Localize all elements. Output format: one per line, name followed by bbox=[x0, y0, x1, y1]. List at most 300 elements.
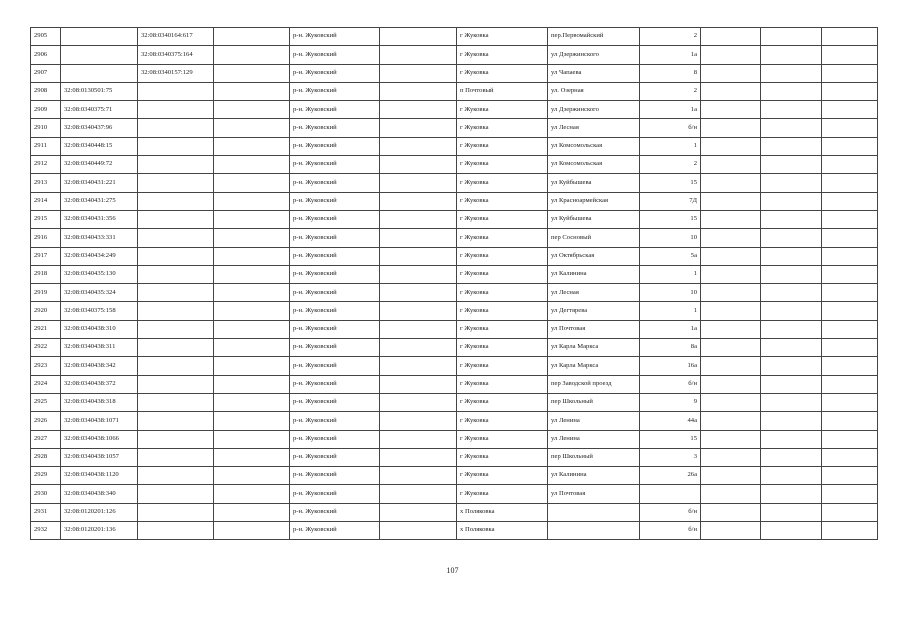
cell-district: р-н. Жуковский bbox=[290, 284, 380, 302]
cell-row-number: 2918 bbox=[31, 265, 61, 283]
cell-empty-col bbox=[380, 320, 457, 338]
cell-row-number: 2928 bbox=[31, 448, 61, 466]
table-row bbox=[31, 46, 878, 64]
cell-row-number: 2908 bbox=[31, 82, 61, 100]
cell-row-number: 2922 bbox=[31, 339, 61, 357]
cell-street: ул Комсомольская bbox=[548, 137, 640, 155]
cell-cadastral-number-alt bbox=[138, 375, 214, 393]
table-row bbox=[31, 137, 878, 155]
cell-cadastral-number-primary: 32:08:0340448:15 bbox=[61, 137, 138, 155]
cell-locality: г Жуковка bbox=[457, 412, 548, 430]
page-number: 107 bbox=[446, 566, 459, 575]
cell-empty-col bbox=[380, 339, 457, 357]
cell-empty-col bbox=[214, 375, 290, 393]
cell-empty-col bbox=[701, 28, 761, 46]
cell-cadastral-number-alt bbox=[138, 339, 214, 357]
cell-empty-col bbox=[822, 284, 878, 302]
cell-empty-col bbox=[701, 375, 761, 393]
cell-cadastral-number-alt bbox=[138, 302, 214, 320]
cell-empty-col bbox=[214, 284, 290, 302]
cell-district: р-н. Жуковский bbox=[290, 302, 380, 320]
table-row bbox=[31, 210, 878, 228]
cell-empty-col bbox=[214, 302, 290, 320]
cell-row-number: 2930 bbox=[31, 485, 61, 503]
cell-street: ул Октябрьская bbox=[548, 247, 640, 265]
cell-empty-col bbox=[380, 119, 457, 137]
cell-locality: г Жуковка bbox=[457, 284, 548, 302]
cell-district: р-н. Жуковский bbox=[290, 229, 380, 247]
cell-district: р-н. Жуковский bbox=[290, 46, 380, 64]
cell-house-number: б/н bbox=[640, 503, 701, 521]
cell-empty-col bbox=[214, 430, 290, 448]
cell-empty-col bbox=[701, 302, 761, 320]
cell-row-number: 2907 bbox=[31, 64, 61, 82]
cell-empty-col bbox=[761, 412, 822, 430]
cell-house-number: б/н bbox=[640, 522, 701, 540]
cell-empty-col bbox=[761, 247, 822, 265]
cell-empty-col bbox=[822, 28, 878, 46]
cell-house-number: 15 bbox=[640, 430, 701, 448]
cell-empty-col bbox=[822, 137, 878, 155]
cell-locality: г Жуковка bbox=[457, 357, 548, 375]
cell-empty-col bbox=[761, 503, 822, 521]
cell-cadastral-number-primary: 32:08:0340431:221 bbox=[61, 174, 138, 192]
cell-locality: г Жуковка bbox=[457, 467, 548, 485]
cell-empty-col bbox=[214, 82, 290, 100]
cell-street bbox=[548, 522, 640, 540]
cell-street: ул Дегтярева bbox=[548, 302, 640, 320]
cell-empty-col bbox=[380, 137, 457, 155]
cell-locality: г Жуковка bbox=[457, 229, 548, 247]
cell-district: р-н. Жуковский bbox=[290, 28, 380, 46]
cell-empty-col bbox=[380, 430, 457, 448]
cell-street: ул Почтовая bbox=[548, 320, 640, 338]
cell-cadastral-number-alt bbox=[138, 412, 214, 430]
cell-cadastral-number-alt bbox=[138, 467, 214, 485]
cell-street: ул Почтовая bbox=[548, 485, 640, 503]
cell-cadastral-number-primary: 32:08:0120201:136 bbox=[61, 522, 138, 540]
cell-cadastral-number-primary: 32:08:0130501:75 bbox=[61, 82, 138, 100]
table-row bbox=[31, 320, 878, 338]
cell-street: пер Сосновый bbox=[548, 229, 640, 247]
cell-cadastral-number-primary: 32:08:0340434:249 bbox=[61, 247, 138, 265]
cell-empty-col bbox=[761, 430, 822, 448]
cell-empty-col bbox=[380, 485, 457, 503]
table-row bbox=[31, 284, 878, 302]
cell-cadastral-number-alt: 32:08:0340157:129 bbox=[138, 64, 214, 82]
cell-empty-col bbox=[822, 265, 878, 283]
cell-empty-col bbox=[214, 412, 290, 430]
cell-empty-col bbox=[761, 320, 822, 338]
cell-empty-col bbox=[214, 485, 290, 503]
cell-street: ул Дзержинского bbox=[548, 101, 640, 119]
cell-row-number: 2932 bbox=[31, 522, 61, 540]
cell-row-number: 2910 bbox=[31, 119, 61, 137]
cell-empty-col bbox=[761, 156, 822, 174]
cell-cadastral-number-alt bbox=[138, 448, 214, 466]
cell-empty-col bbox=[761, 229, 822, 247]
cell-empty-col bbox=[761, 82, 822, 100]
cell-district: р-н. Жуковский bbox=[290, 485, 380, 503]
cell-cadastral-number-primary bbox=[61, 28, 138, 46]
cell-house-number: 1а bbox=[640, 46, 701, 64]
cell-empty-col bbox=[822, 320, 878, 338]
cell-district: р-н. Жуковский bbox=[290, 375, 380, 393]
cell-empty-col bbox=[701, 467, 761, 485]
cell-row-number: 2909 bbox=[31, 101, 61, 119]
cell-street: пер Заводской проезд bbox=[548, 375, 640, 393]
cell-row-number: 2906 bbox=[31, 46, 61, 64]
cell-empty-col bbox=[380, 247, 457, 265]
cell-cadastral-number-alt bbox=[138, 485, 214, 503]
table-row bbox=[31, 229, 878, 247]
cell-street: ул. Озерная bbox=[548, 82, 640, 100]
cell-cadastral-number-alt bbox=[138, 284, 214, 302]
cell-district: р-н. Жуковский bbox=[290, 247, 380, 265]
cell-empty-col bbox=[822, 393, 878, 411]
cell-empty-col bbox=[761, 137, 822, 155]
cell-empty-col bbox=[214, 320, 290, 338]
cell-cadastral-number-primary bbox=[61, 46, 138, 64]
cell-empty-col bbox=[701, 174, 761, 192]
cell-cadastral-number-alt bbox=[138, 522, 214, 540]
cell-empty-col bbox=[701, 247, 761, 265]
cell-street bbox=[548, 503, 640, 521]
cell-empty-col bbox=[701, 265, 761, 283]
cell-empty-col bbox=[761, 522, 822, 540]
cell-empty-col bbox=[761, 265, 822, 283]
cell-cadastral-number-primary bbox=[61, 64, 138, 82]
cell-empty-col bbox=[761, 119, 822, 137]
cell-empty-col bbox=[822, 448, 878, 466]
cell-locality: г Жуковка bbox=[457, 393, 548, 411]
table-row bbox=[31, 101, 878, 119]
cell-cadastral-number-alt bbox=[138, 192, 214, 210]
table-row bbox=[31, 265, 878, 283]
cell-district: р-н. Жуковский bbox=[290, 265, 380, 283]
cell-cadastral-number-alt: 32:08:0340375:164 bbox=[138, 46, 214, 64]
cell-empty-col bbox=[214, 522, 290, 540]
table-row bbox=[31, 119, 878, 137]
cell-empty-col bbox=[761, 101, 822, 119]
cell-row-number: 2919 bbox=[31, 284, 61, 302]
cell-cadastral-number-primary: 32:08:0340433:331 bbox=[61, 229, 138, 247]
cell-empty-col bbox=[701, 101, 761, 119]
cell-street: ул Ленина bbox=[548, 430, 640, 448]
cell-empty-col bbox=[701, 192, 761, 210]
cell-house-number: 16а bbox=[640, 357, 701, 375]
cell-empty-col bbox=[214, 192, 290, 210]
cell-row-number: 2927 bbox=[31, 430, 61, 448]
cell-cadastral-number-alt bbox=[138, 229, 214, 247]
cell-locality: г Жуковка bbox=[457, 320, 548, 338]
cell-empty-col bbox=[701, 522, 761, 540]
cell-empty-col bbox=[761, 339, 822, 357]
cell-house-number: 44а bbox=[640, 412, 701, 430]
cell-cadastral-number-alt bbox=[138, 82, 214, 100]
cell-row-number: 2912 bbox=[31, 156, 61, 174]
cell-cadastral-number-primary: 32:08:0340437:96 bbox=[61, 119, 138, 137]
cell-locality: г Жуковка bbox=[457, 247, 548, 265]
cell-empty-col bbox=[701, 64, 761, 82]
cell-empty-col bbox=[380, 522, 457, 540]
cell-empty-col bbox=[822, 101, 878, 119]
registry-table bbox=[30, 27, 878, 540]
cell-locality: г Жуковка bbox=[457, 339, 548, 357]
cell-cadastral-number-primary: 32:08:0340438:310 bbox=[61, 320, 138, 338]
cell-cadastral-number-alt: 32:08:0340164:617 bbox=[138, 28, 214, 46]
cell-house-number: 2 bbox=[640, 28, 701, 46]
cell-empty-col bbox=[380, 156, 457, 174]
cell-empty-col bbox=[761, 375, 822, 393]
cell-empty-col bbox=[380, 448, 457, 466]
cell-empty-col bbox=[214, 448, 290, 466]
cell-row-number: 2914 bbox=[31, 192, 61, 210]
cell-district: р-н. Жуковский bbox=[290, 192, 380, 210]
cell-row-number: 2931 bbox=[31, 503, 61, 521]
table-row bbox=[31, 467, 878, 485]
cell-empty-col bbox=[214, 357, 290, 375]
cell-cadastral-number-alt bbox=[138, 156, 214, 174]
cell-row-number: 2925 bbox=[31, 393, 61, 411]
cell-empty-col bbox=[761, 174, 822, 192]
cell-row-number: 2921 bbox=[31, 320, 61, 338]
cell-empty-col bbox=[380, 46, 457, 64]
cell-house-number: 2 bbox=[640, 156, 701, 174]
cell-house-number: 15 bbox=[640, 210, 701, 228]
cell-empty-col bbox=[701, 119, 761, 137]
cell-empty-col bbox=[761, 357, 822, 375]
cell-house-number: 15 bbox=[640, 174, 701, 192]
cell-cadastral-number-primary: 32:08:0340438:311 bbox=[61, 339, 138, 357]
cell-district: р-н. Жуковский bbox=[290, 357, 380, 375]
cell-cadastral-number-primary: 32:08:0340431:275 bbox=[61, 192, 138, 210]
cell-empty-col bbox=[380, 503, 457, 521]
cell-empty-col bbox=[701, 82, 761, 100]
cell-empty-col bbox=[761, 284, 822, 302]
cell-empty-col bbox=[761, 210, 822, 228]
cell-locality: г Жуковка bbox=[457, 101, 548, 119]
cell-row-number: 2913 bbox=[31, 174, 61, 192]
cell-cadastral-number-primary: 32:08:0340435:130 bbox=[61, 265, 138, 283]
cell-cadastral-number-alt bbox=[138, 357, 214, 375]
cell-cadastral-number-alt bbox=[138, 265, 214, 283]
cell-street: пер Школьный bbox=[548, 393, 640, 411]
cell-empty-col bbox=[701, 339, 761, 357]
cell-empty-col bbox=[380, 192, 457, 210]
table-row bbox=[31, 522, 878, 540]
cell-locality: г Жуковка bbox=[457, 210, 548, 228]
cell-empty-col bbox=[822, 339, 878, 357]
cell-empty-col bbox=[214, 467, 290, 485]
cell-empty-col bbox=[822, 174, 878, 192]
cell-empty-col bbox=[822, 375, 878, 393]
cell-house-number: 1а bbox=[640, 320, 701, 338]
cell-district: р-н. Жуковский bbox=[290, 503, 380, 521]
cell-empty-col bbox=[380, 174, 457, 192]
cell-street: пер Школьный bbox=[548, 448, 640, 466]
cell-locality: х Поляковка bbox=[457, 522, 548, 540]
cell-empty-col bbox=[822, 156, 878, 174]
cell-empty-col bbox=[214, 265, 290, 283]
cell-cadastral-number-alt bbox=[138, 119, 214, 137]
table-row bbox=[31, 247, 878, 265]
cell-cadastral-number-alt bbox=[138, 503, 214, 521]
cell-empty-col bbox=[380, 28, 457, 46]
cell-empty-col bbox=[380, 412, 457, 430]
cell-house-number: б/н bbox=[640, 375, 701, 393]
cell-locality: г Жуковка bbox=[457, 192, 548, 210]
cell-locality: г Жуковка bbox=[457, 119, 548, 137]
cell-street: ул Карла Маркса bbox=[548, 357, 640, 375]
cell-house-number: 26а bbox=[640, 467, 701, 485]
cell-cadastral-number-primary: 32:08:0340438:1066 bbox=[61, 430, 138, 448]
cell-cadastral-number-primary: 32:08:0340435:324 bbox=[61, 284, 138, 302]
cell-empty-col bbox=[701, 485, 761, 503]
cell-empty-col bbox=[822, 64, 878, 82]
cell-street: ул Калинина bbox=[548, 467, 640, 485]
cell-empty-col bbox=[701, 46, 761, 64]
cell-cadastral-number-alt bbox=[138, 174, 214, 192]
cell-empty-col bbox=[822, 119, 878, 137]
cell-empty-col bbox=[214, 64, 290, 82]
cell-cadastral-number-primary: 32:08:0340438:342 bbox=[61, 357, 138, 375]
table-row bbox=[31, 503, 878, 521]
cell-district: р-н. Жуковский bbox=[290, 101, 380, 119]
cell-street: ул Комсомольская bbox=[548, 156, 640, 174]
cell-district: р-н. Жуковский bbox=[290, 174, 380, 192]
cell-locality: п Почтовый bbox=[457, 82, 548, 100]
table-row bbox=[31, 192, 878, 210]
cell-empty-col bbox=[701, 357, 761, 375]
cell-street: ул Чапаева bbox=[548, 64, 640, 82]
cell-street: ул Куйбышева bbox=[548, 174, 640, 192]
cell-district: р-н. Жуковский bbox=[290, 522, 380, 540]
cell-district: р-н. Жуковский bbox=[290, 210, 380, 228]
cell-house-number: 8 bbox=[640, 64, 701, 82]
cell-district: р-н. Жуковский bbox=[290, 137, 380, 155]
cell-empty-col bbox=[214, 503, 290, 521]
cell-empty-col bbox=[380, 467, 457, 485]
cell-cadastral-number-alt bbox=[138, 320, 214, 338]
cell-empty-col bbox=[822, 357, 878, 375]
cell-street: ул Красноармейская bbox=[548, 192, 640, 210]
cell-empty-col bbox=[380, 82, 457, 100]
cell-house-number: 2 bbox=[640, 82, 701, 100]
cell-house-number: 7Д bbox=[640, 192, 701, 210]
cell-empty-col bbox=[214, 339, 290, 357]
cell-empty-col bbox=[214, 28, 290, 46]
cell-locality: х Поляковка bbox=[457, 503, 548, 521]
cell-empty-col bbox=[761, 302, 822, 320]
cell-house-number: 10 bbox=[640, 229, 701, 247]
cell-empty-col bbox=[822, 302, 878, 320]
cell-locality: г Жуковка bbox=[457, 265, 548, 283]
cell-empty-col bbox=[380, 375, 457, 393]
table-row bbox=[31, 302, 878, 320]
cell-empty-col bbox=[761, 393, 822, 411]
cell-empty-col bbox=[380, 64, 457, 82]
table-row bbox=[31, 357, 878, 375]
cell-empty-col bbox=[822, 46, 878, 64]
cell-empty-col bbox=[701, 412, 761, 430]
cell-empty-col bbox=[701, 137, 761, 155]
cell-street: ул Калинина bbox=[548, 265, 640, 283]
cell-empty-col bbox=[822, 503, 878, 521]
cell-empty-col bbox=[822, 430, 878, 448]
cell-locality: г Жуковка bbox=[457, 156, 548, 174]
cell-locality: г Жуковка bbox=[457, 375, 548, 393]
cell-locality: г Жуковка bbox=[457, 430, 548, 448]
cell-cadastral-number-primary: 32:08:0340438:1071 bbox=[61, 412, 138, 430]
cell-empty-col bbox=[822, 412, 878, 430]
cell-empty-col bbox=[822, 229, 878, 247]
cell-empty-col bbox=[761, 46, 822, 64]
cell-row-number: 2926 bbox=[31, 412, 61, 430]
cell-empty-col bbox=[214, 137, 290, 155]
cell-street: ул Лесная bbox=[548, 119, 640, 137]
cell-row-number: 2929 bbox=[31, 467, 61, 485]
cell-empty-col bbox=[380, 210, 457, 228]
cell-empty-col bbox=[822, 247, 878, 265]
cell-empty-col bbox=[761, 28, 822, 46]
cell-district: р-н. Жуковский bbox=[290, 412, 380, 430]
cell-row-number: 2924 bbox=[31, 375, 61, 393]
cell-empty-col bbox=[761, 64, 822, 82]
cell-house-number: 9 bbox=[640, 393, 701, 411]
cell-district: р-н. Жуковский bbox=[290, 339, 380, 357]
cell-row-number: 2915 bbox=[31, 210, 61, 228]
cell-empty-col bbox=[380, 229, 457, 247]
cell-empty-col bbox=[701, 393, 761, 411]
cell-locality: г Жуковка bbox=[457, 64, 548, 82]
table-row bbox=[31, 64, 878, 82]
cell-locality: г Жуковка bbox=[457, 137, 548, 155]
cell-empty-col bbox=[380, 357, 457, 375]
cell-cadastral-number-primary: 32:08:0340438:318 bbox=[61, 393, 138, 411]
cell-house-number: 8а bbox=[640, 339, 701, 357]
cell-cadastral-number-primary: 32:08:0340375:158 bbox=[61, 302, 138, 320]
cell-house-number: 1 bbox=[640, 137, 701, 155]
cell-empty-col bbox=[761, 448, 822, 466]
cell-empty-col bbox=[214, 119, 290, 137]
cell-empty-col bbox=[701, 210, 761, 228]
cell-cadastral-number-alt bbox=[138, 247, 214, 265]
cell-empty-col bbox=[701, 430, 761, 448]
cell-empty-col bbox=[761, 485, 822, 503]
cell-row-number: 2916 bbox=[31, 229, 61, 247]
table-row bbox=[31, 412, 878, 430]
cell-house-number: 1 bbox=[640, 302, 701, 320]
table-row bbox=[31, 393, 878, 411]
cell-empty-col bbox=[701, 448, 761, 466]
cell-locality: г Жуковка bbox=[457, 28, 548, 46]
cell-empty-col bbox=[214, 210, 290, 228]
cell-cadastral-number-primary: 32:08:0340431:356 bbox=[61, 210, 138, 228]
cell-row-number: 2923 bbox=[31, 357, 61, 375]
cell-locality: г Жуковка bbox=[457, 46, 548, 64]
cell-house-number: 1а bbox=[640, 101, 701, 119]
cell-street: ул Лесная bbox=[548, 284, 640, 302]
cell-empty-col bbox=[380, 302, 457, 320]
cell-empty-col bbox=[822, 210, 878, 228]
cell-empty-col bbox=[214, 174, 290, 192]
table-row bbox=[31, 375, 878, 393]
table-row bbox=[31, 430, 878, 448]
registry-table-body bbox=[31, 28, 878, 540]
cell-empty-col bbox=[214, 101, 290, 119]
cell-empty-col bbox=[822, 82, 878, 100]
